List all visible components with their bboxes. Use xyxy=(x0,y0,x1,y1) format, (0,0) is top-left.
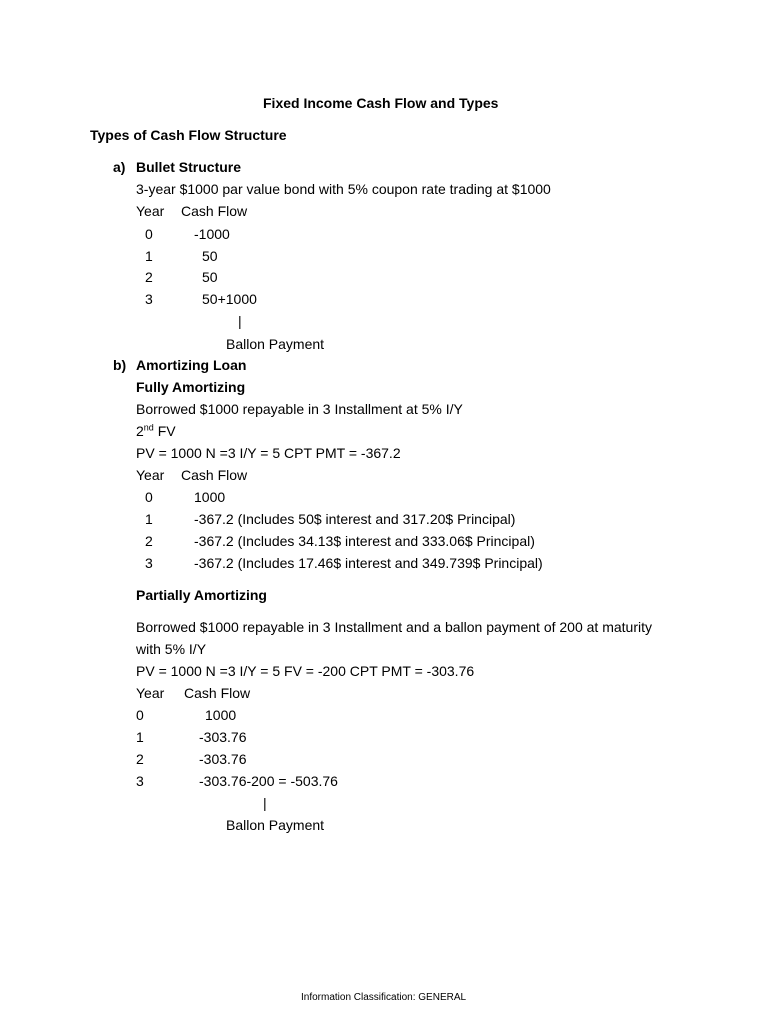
fv-superscript: nd xyxy=(143,422,154,433)
partial-row-year: 2 xyxy=(136,751,144,767)
bullet-row-year: 1 xyxy=(145,248,153,264)
partially-amortizing-heading: Partially Amortizing xyxy=(136,587,267,603)
partial-description-line1: Borrowed $1000 repayable in 3 Installment and a ballon payment of 200 at maturity xyxy=(136,619,652,635)
bullet-row-cash: 50 xyxy=(202,248,218,264)
fully-description: Borrowed $1000 repayable in 3 Installment at 5% I/Y xyxy=(136,401,463,417)
fully-row-year: 0 xyxy=(145,489,153,505)
fv-suffix: FV xyxy=(153,423,176,439)
partial-row-cash: -303.76-200 = -503.76 xyxy=(199,773,338,789)
partial-calc: PV = 1000 N =3 I/Y = 5 FV = -200 CPT PMT = -303.76 xyxy=(136,663,475,679)
balloon-pointer: | xyxy=(238,313,242,329)
fully-row-cash: 1000 xyxy=(194,489,226,505)
bullet-row-year: 2 xyxy=(145,269,153,285)
fully-amortizing-heading: Fully Amortizing xyxy=(136,379,246,395)
fully-col-cash: Cash Flow xyxy=(181,467,248,483)
partial-row-year: 3 xyxy=(136,773,144,789)
fully-row-year: 2 xyxy=(145,533,153,549)
bullet-row-cash: 50+1000 xyxy=(202,291,257,307)
partial-row-cash: -303.76 xyxy=(199,729,247,745)
partial-row-year: 0 xyxy=(136,707,144,723)
list-marker-a: a) xyxy=(113,159,126,175)
fully-row-year: 1 xyxy=(145,511,153,527)
partial-col-year: Year xyxy=(136,685,165,701)
balloon-pointer: | xyxy=(263,795,267,811)
amortizing-loan-heading: Amortizing Loan xyxy=(136,357,247,373)
fv-label xyxy=(136,422,176,440)
partial-col-cash: Cash Flow xyxy=(184,685,251,701)
partial-description-line2: with 5% I/Y xyxy=(136,641,207,657)
bullet-row-cash: -1000 xyxy=(194,226,230,242)
section-heading: Types of Cash Flow Structure xyxy=(90,127,287,143)
bullet-row-cash: 50 xyxy=(202,269,218,285)
fully-col-year: Year xyxy=(136,467,165,483)
fv-prefix: 2 xyxy=(136,423,144,439)
list-marker-b: b) xyxy=(113,357,127,373)
partial-row-year: 1 xyxy=(136,729,144,745)
fully-row-cash: -367.2 (Includes 50$ interest and 317.20$ Principal) xyxy=(194,511,516,527)
fully-calc: PV = 1000 N =3 I/Y = 5 CPT PMT = -367.2 xyxy=(136,445,401,461)
partial-row-cash: 1000 xyxy=(205,707,237,723)
bullet-col-cash: Cash Flow xyxy=(181,203,248,219)
balloon-payment-note: Ballon Payment xyxy=(226,817,325,833)
fully-row-cash: -367.2 (Includes 34.13$ interest and 333.06$ Principal) xyxy=(194,533,535,549)
bullet-description: 3-year $1000 par value bond with 5% coupon rate trading at $1000 xyxy=(136,181,551,197)
page-title: Fixed Income Cash Flow and Types xyxy=(263,95,499,111)
fully-row-year: 3 xyxy=(145,555,153,571)
bullet-structure-heading: Bullet Structure xyxy=(136,159,242,175)
bullet-row-year: 3 xyxy=(145,291,153,307)
classification-footer: Information Classification: GENERAL xyxy=(301,992,467,1003)
fully-row-cash: -367.2 (Includes 17.46$ interest and 349.739$ Principal) xyxy=(194,555,543,571)
partial-row-cash: -303.76 xyxy=(199,751,247,767)
bullet-row-year: 0 xyxy=(145,226,153,242)
bullet-col-year: Year xyxy=(136,203,165,219)
balloon-payment-note: Ballon Payment xyxy=(226,336,325,352)
